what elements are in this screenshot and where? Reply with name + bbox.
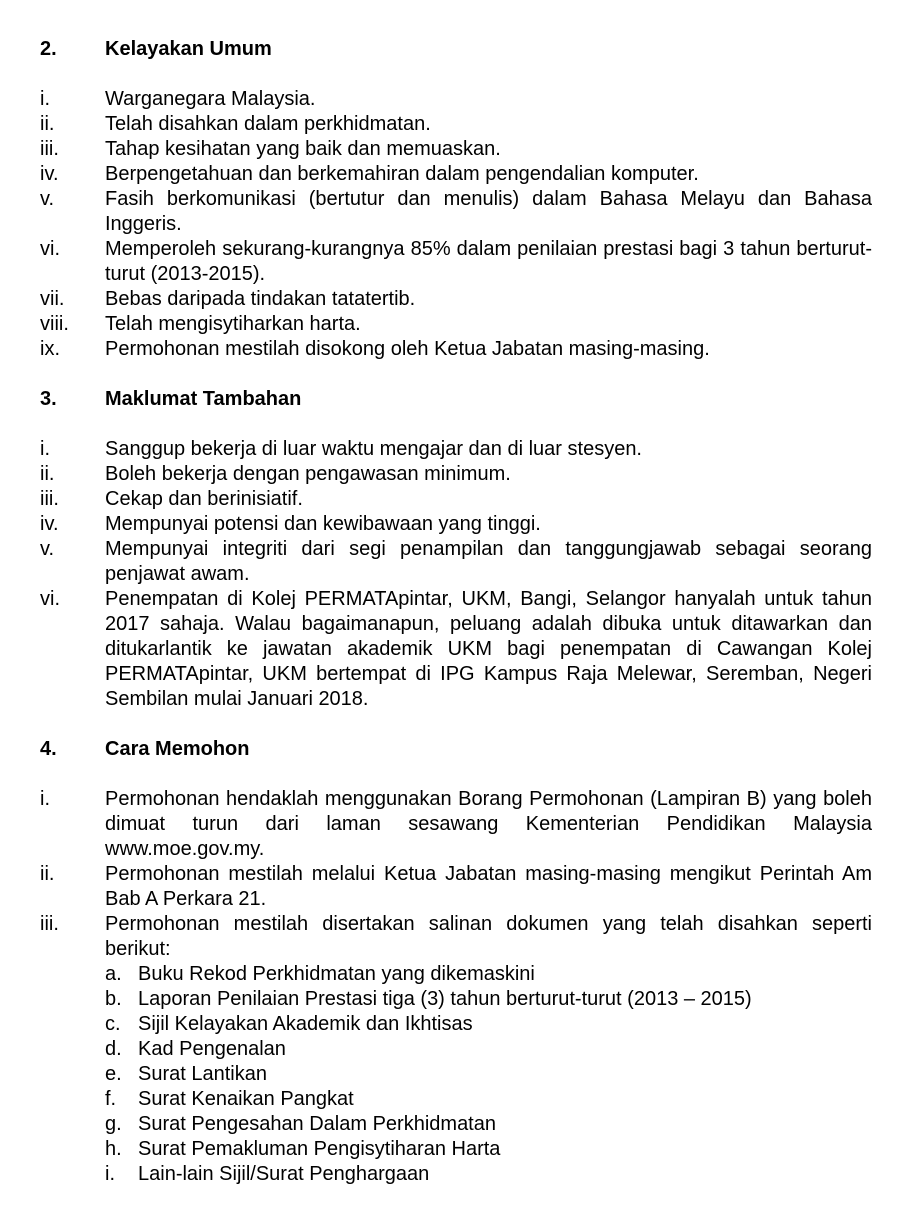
sub-item-letter: f. [105,1088,117,1110]
list-item [40,512,872,537]
list-item-text: Permohonan mestilah melalui Ketua Jabatan masing-masing mengikut Perintah Am Bab A Perkara 21. [105,863,872,910]
list-item-number: vi. [40,588,60,610]
list-item [40,462,872,487]
list-item-text: Fasih berkomunikasi (bertutur dan menulis) dalam Bahasa Melayu dan Bahasa Inggeris. [105,188,872,235]
list-item [40,112,872,137]
list-item-number: i. [40,88,50,110]
list-item-body [105,137,872,162]
sub-item-letter: d. [105,1038,122,1060]
list-item-body [105,912,872,1187]
list-item-number: ii. [40,113,55,135]
list-item [40,787,872,862]
list-item [40,87,872,112]
sub-item-text: Lain-lain Sijil/Surat Penghargaan [138,1163,430,1185]
sub-item-text: Surat Pengesahan Dalam Perkhidmatan [138,1113,496,1135]
list-item-body [105,312,872,337]
sub-list-item [105,1087,872,1112]
list-item-number: iii. [40,138,59,160]
list-item-text: Cekap dan berinisiatif. [105,488,303,510]
list-item-body [105,437,872,462]
list-item-body [105,537,872,587]
section-title: Cara Memohon [105,738,250,760]
section-4 [40,737,872,1187]
list-item-text: Permohonan mestilah disertakan salinan dokumen yang telah disahkan seperti berikut: [105,913,872,960]
list-item [40,487,872,512]
list-item [40,162,872,187]
sub-list-item [105,987,872,1012]
sub-list-item [105,1062,872,1087]
list-item [40,187,872,237]
list-item-body [105,512,872,537]
list-item-text: Berpengetahuan dan berkemahiran dalam pengendalian komputer. [105,163,699,185]
list-item-text: Permohonan hendaklah menggunakan Borang Permohonan (Lampiran B) yang boleh dimuat turun dari laman sesawang Kementerian Pendidikan Malaysia www.moe.gov.my. [105,788,872,860]
list-item-text: Mempunyai potensi dan kewibawaan yang tinggi. [105,513,541,535]
list-item-number: i. [40,438,50,460]
sub-list-item [105,1112,872,1137]
list-item-number: iii. [40,488,59,510]
heading-spacer [40,412,872,437]
list-item-number: v. [40,538,55,560]
document-body [40,37,872,1187]
sub-list-item [105,962,872,987]
sub-item-letter: b. [105,988,122,1010]
list-item [40,137,872,162]
list-item-text: Telah disahkan dalam perkhidmatan. [105,113,431,135]
section-heading [40,387,872,412]
list-item-text: Mempunyai integriti dari segi penampilan dan tanggungjawab sebagai seorang penjawat awam. [105,538,872,585]
sub-item-text: Kad Pengenalan [138,1038,286,1060]
section-number: 2. [40,38,57,60]
list-item-text: Permohonan mestilah disokong oleh Ketua Jabatan masing-masing. [105,338,710,360]
sub-item-text: Laporan Penilaian Prestasi tiga (3) tahun berturut-turut (2013 – 2015) [138,988,752,1010]
list-item-text: Boleh bekerja dengan pengawasan minimum. [105,463,511,485]
list-item-body [105,162,872,187]
section-heading [40,737,872,762]
list-item-text: Bebas daripada tindakan tatatertib. [105,288,416,310]
section-2 [40,37,872,362]
list-item [40,587,872,712]
list-item-number: vi. [40,238,60,260]
list-item-number: vii. [40,288,65,310]
list-item [40,862,872,912]
section-title: Kelayakan Umum [105,38,272,60]
sub-list-item [105,1137,872,1162]
sub-item-letter: a. [105,963,122,985]
list-item-body [105,187,872,237]
sub-item-text: Buku Rekod Perkhidmatan yang dikemaskini [138,963,535,985]
list-item-body [105,587,872,712]
list-item-text: Warganegara Malaysia. [105,88,316,110]
list-item-text: Memperoleh sekurang-kurangnya 85% dalam penilaian prestasi bagi 3 tahun berturut-turut (2013-2015). [105,238,872,285]
section-number: 3. [40,388,57,410]
sub-item-letter: g. [105,1113,122,1135]
list-item-body [105,287,872,312]
section-title: Maklumat Tambahan [105,388,302,410]
list-item-text: Telah mengisytiharkan harta. [105,313,361,335]
sub-item-text: Surat Pemakluman Pengisytiharan Harta [138,1138,501,1160]
sub-item-letter: h. [105,1138,122,1160]
list-item [40,437,872,462]
sub-list-item [105,1162,872,1187]
list-item [40,537,872,587]
list-item-number: iv. [40,513,59,535]
list-item [40,312,872,337]
list-item-body [105,237,872,287]
list-item-number: viii. [40,313,69,335]
list-item-number: ii. [40,463,55,485]
section-3 [40,387,872,712]
sub-list-item [105,1012,872,1037]
list-item-text: Penempatan di Kolej PERMATApintar, UKM, Bangi, Selangor hanyalah untuk tahun 2017 sahaja. Walau bagaimanapun, peluang adalah dibuka untuk ditawarkan dan ditukarlantik ke jawatan akademik UKM bagi penempatan di Cawangan Kolej PERMATApintar, UKM bertempat di IPG Kampus Raja Melewar, Seremban, Negeri Sembilan mulai Januari 2018. [105,588,872,710]
sub-item-letter: c. [105,1013,121,1035]
section-spacer [40,362,872,387]
list-item-body [105,87,872,112]
list-item-body [105,337,872,362]
list-item-number: ix. [40,338,60,360]
sub-item-text: Surat Lantikan [138,1063,267,1085]
list-item [40,287,872,312]
list-item-number: iii. [40,913,59,935]
section-spacer [40,712,872,737]
heading-spacer [40,62,872,87]
list-item [40,912,872,1187]
heading-spacer [40,762,872,787]
list-item-text: Tahap kesihatan yang baik dan memuaskan. [105,138,501,160]
list-item-body [105,862,872,912]
section-heading [40,37,872,62]
sub-list-item [105,1037,872,1062]
list-item [40,237,872,287]
section-number: 4. [40,738,57,760]
list-item-body [105,787,872,862]
list-item-number: i. [40,788,50,810]
list-item-number: v. [40,188,55,210]
sub-item-letter: e. [105,1063,122,1085]
list-item-body [105,112,872,137]
list-item-body [105,487,872,512]
sub-item-text: Sijil Kelayakan Akademik dan Ikhtisas [138,1013,473,1035]
list-item-body [105,462,872,487]
sub-item-text: Surat Kenaikan Pangkat [138,1088,354,1110]
sub-item-letter: i. [105,1163,115,1185]
list-item-number: iv. [40,163,59,185]
list-item-number: ii. [40,863,55,885]
list-item [40,337,872,362]
list-item-text: Sanggup bekerja di luar waktu mengajar dan di luar stesyen. [105,438,642,460]
